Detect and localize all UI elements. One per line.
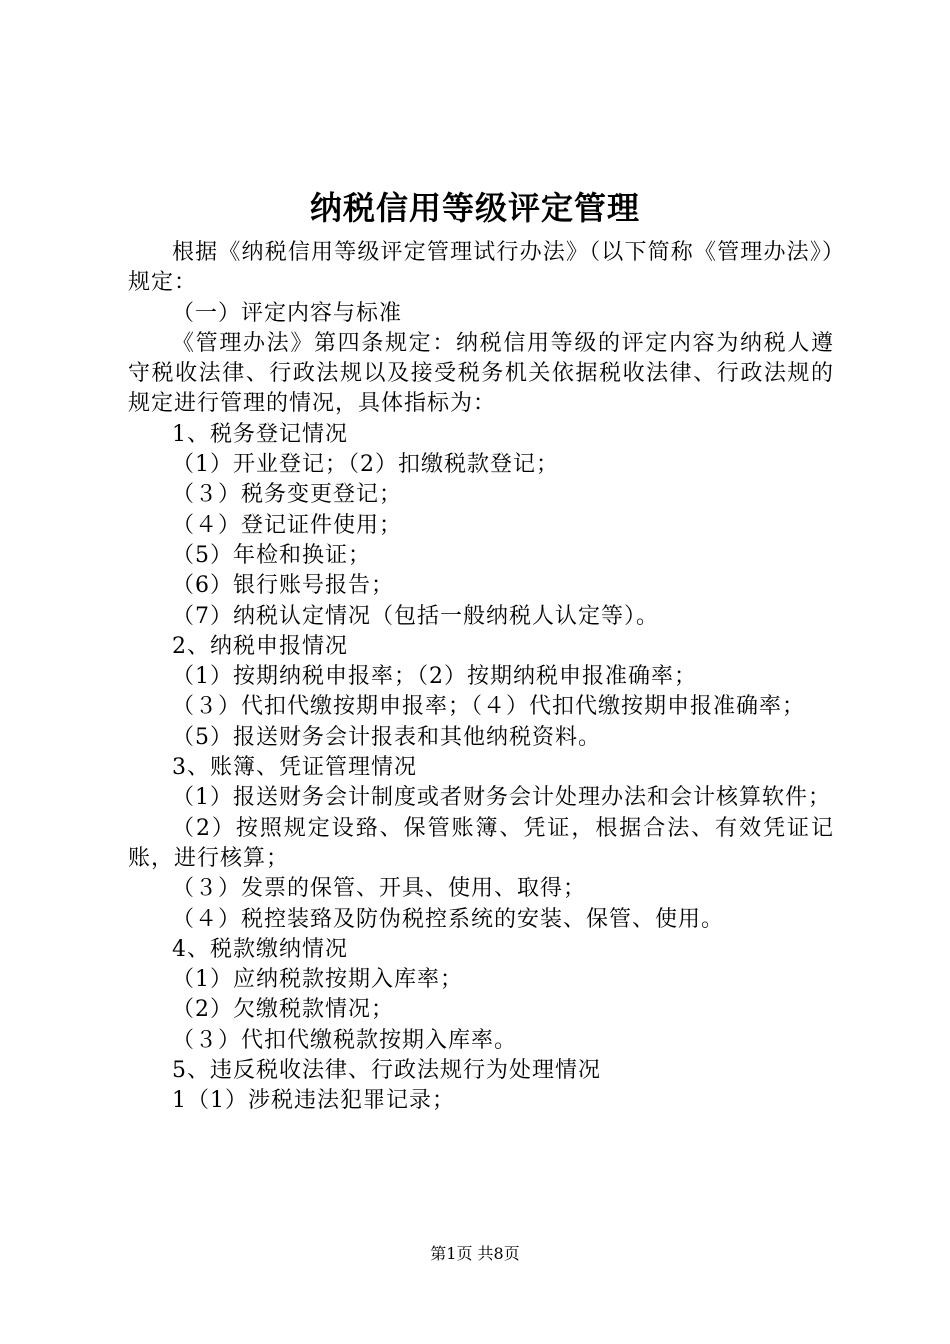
paragraph: （1）应纳税款按期入库率； bbox=[172, 967, 463, 993]
document-body bbox=[128, 238, 834, 1117]
document-title: 纳税信用等级评定管理 bbox=[309, 189, 640, 227]
paragraph: （7）纳税认定情况（包括一般纳税人认定等）。 bbox=[172, 603, 659, 629]
paragraph: （5）报送财务会计报表和其他纳税资料。 bbox=[172, 724, 601, 750]
paragraph: （３）税务变更登记； bbox=[172, 482, 403, 508]
paragraph: 1（1）涉税违法犯罪记录； bbox=[172, 1088, 455, 1114]
page-footer: 第1页 共8页 bbox=[430, 1244, 520, 1263]
paragraph: 根据《纳税信用等级评定管理试行办法》（以下简称《管理办法》）规定： bbox=[128, 240, 834, 296]
paragraph: （2）按照规定设臵、保管账簿、凭证，根据合法、有效凭证记账，进行核算； bbox=[128, 815, 834, 871]
paragraph: （2）欠缴税款情况； bbox=[172, 997, 394, 1023]
paragraph: 3、账簿、凭证管理情况 bbox=[172, 755, 417, 781]
paragraph: 2、纳税申报情况 bbox=[172, 633, 348, 659]
paragraph: （一）评定内容与标准 bbox=[172, 300, 403, 326]
paragraph: 1、税务登记情况 bbox=[172, 421, 348, 447]
paragraph: （３）代扣代缴按期申报率；（４）代扣代缴按期申报准确率； bbox=[172, 694, 806, 720]
paragraph: 《管理办法》第四条规定：纳税信用等级的评定内容为纳税人遵守税收法律、行政法规以及接受税务机关依据税收法律、行政法规的规定进行管理的情况，具体指标为： bbox=[128, 330, 834, 417]
paragraph: （5）年检和换证； bbox=[172, 542, 371, 568]
paragraph: 5、违反税收法律、行政法规行为处理情况 bbox=[172, 1058, 601, 1084]
paragraph: （３）发票的保管、开具、使用、取得； bbox=[172, 876, 587, 902]
paragraph: （6）银行账号报告； bbox=[172, 573, 394, 599]
paragraph: （４）登记证件使用； bbox=[172, 512, 403, 538]
paragraph: （1）开业登记；（2）扣缴税款登记； bbox=[172, 452, 559, 478]
paragraph: （1）报送财务会计制度或者财务会计处理办法和会计核算软件； bbox=[172, 785, 831, 811]
paragraph: （1）按期纳税申报率；（2）按期纳税申报准确率； bbox=[172, 664, 697, 690]
paragraph: 4、税款缴纳情况 bbox=[172, 936, 348, 962]
paragraph: （３）代扣代缴税款按期入库率。 bbox=[172, 1027, 518, 1053]
paragraph: （４）税控装臵及防伪税控系统的安装、保管、使用。 bbox=[172, 906, 725, 932]
